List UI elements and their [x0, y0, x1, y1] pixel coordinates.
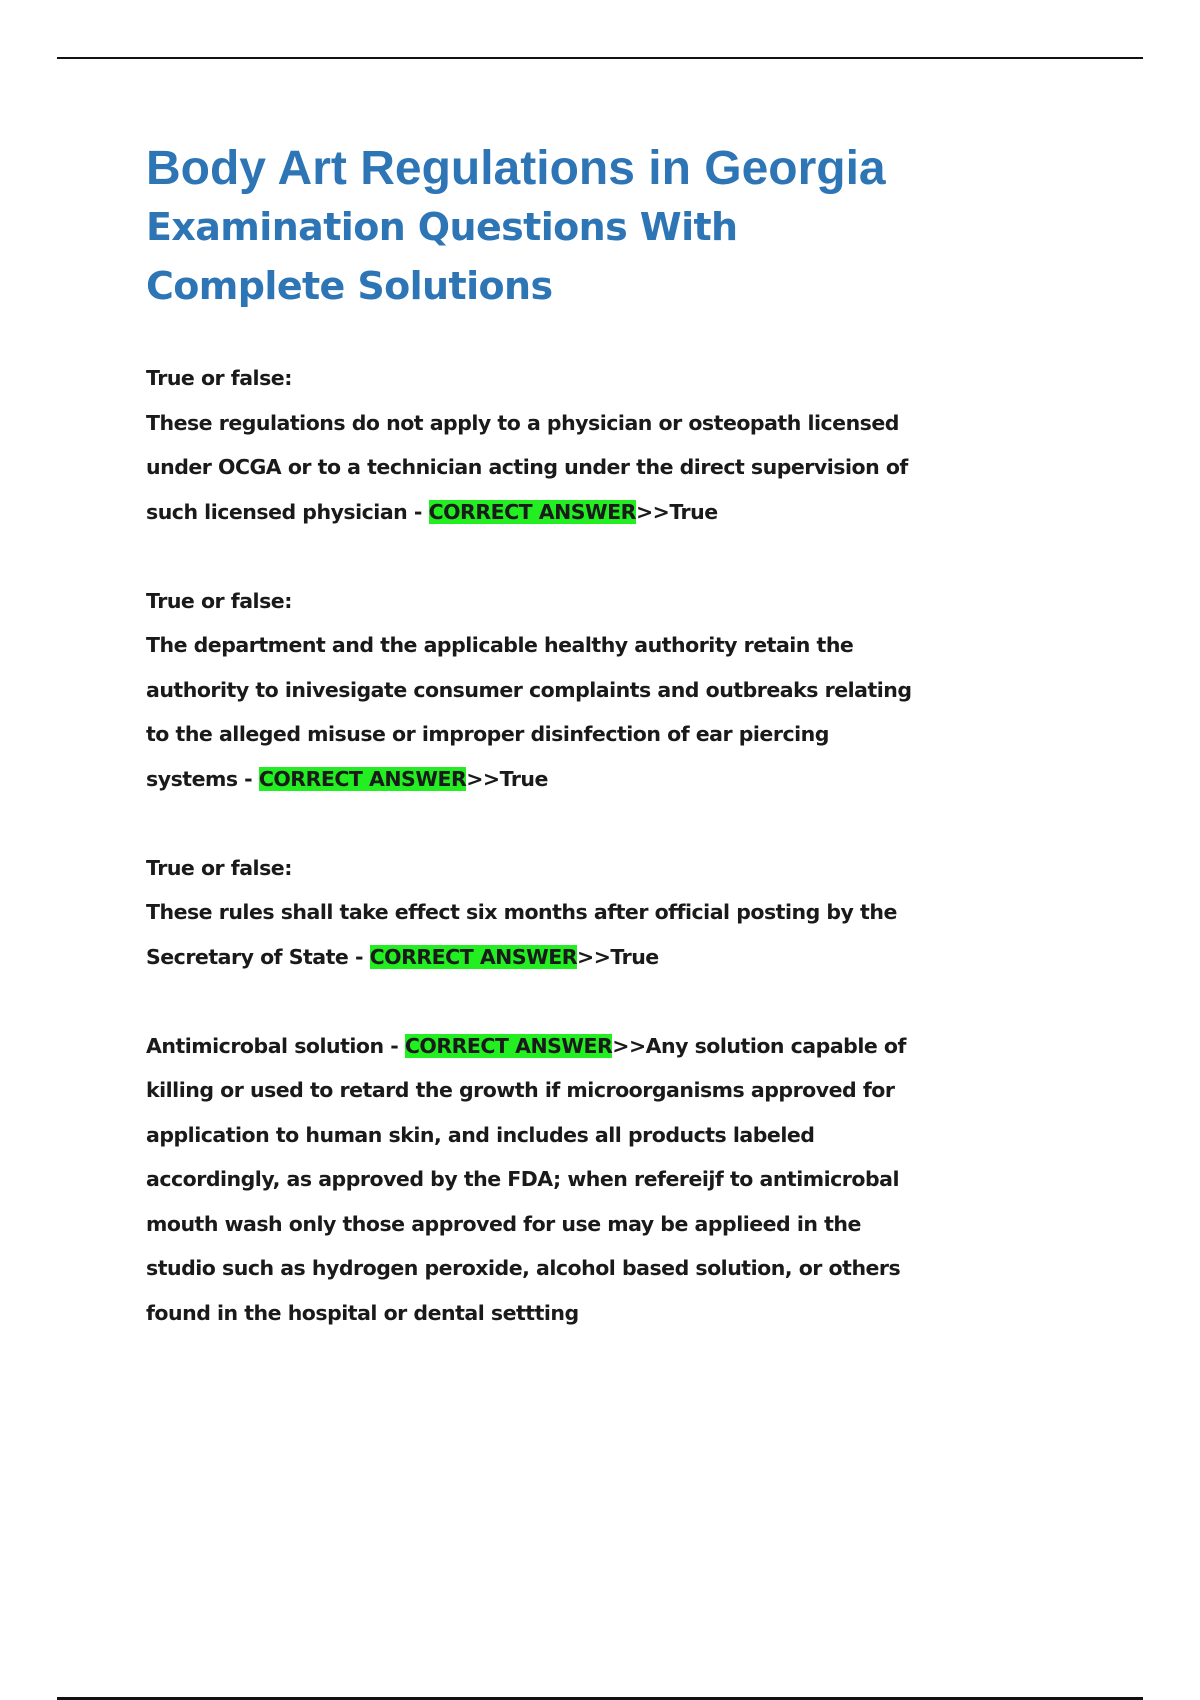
- correct-answer-marker: CORRECT ANSWER: [428, 499, 636, 524]
- question-item: [146, 356, 926, 534]
- question-text: These regulations do not apply to a physician or osteopath licensed under OCGA or to a technician acting under the direct supervision of such licensed physician -: [146, 410, 908, 524]
- definition-text-block: [146, 1024, 926, 1336]
- document-subtitle-line-2: Complete Solutions: [146, 264, 553, 308]
- question-prompt: True or false:: [146, 366, 292, 390]
- top-rule: [57, 57, 1143, 59]
- question-text-block: [146, 890, 926, 979]
- correct-answer-marker: CORRECT ANSWER: [404, 1033, 613, 1058]
- question-prompt: True or false:: [146, 855, 292, 880]
- question-item: [146, 579, 926, 802]
- document-title: Body Art Regulations in Georgia: [146, 142, 886, 195]
- question-text-block: [146, 623, 926, 801]
- question-text-block: [146, 401, 926, 535]
- answer-text: >>True: [577, 944, 659, 969]
- question-text: The department and the applicable healthy authority retain the authority to inivesigate consumer complaints and outbreaks relating to the alleged misuse or improper disinfection of ear piercing systems -: [146, 633, 912, 791]
- definition-text: >>Any solution capable of killing or used to retard the growth if microorganisms approved for application to human skin, and includes all products labeled accordingly, as approved by the FDA; when refereijf to antimicrobal mouth wash only those approved for use may be applieed in the studio such as hydrogen peroxide, alcohol based solution, or others found in the hospital or dental settting: [146, 1033, 906, 1325]
- question-text: These rules shall take effect six months after official posting by the Secretary of State -: [146, 900, 897, 969]
- correct-answer-marker: CORRECT ANSWER: [258, 766, 467, 791]
- document-subtitle-line-1: Examination Questions With: [146, 205, 738, 249]
- question-list: [146, 356, 926, 1335]
- question-prompt: True or false:: [146, 588, 292, 613]
- answer-text: >>True: [635, 499, 718, 524]
- answer-text: >>True: [466, 766, 548, 791]
- definition-term: Antimicrobal solution -: [146, 1033, 405, 1058]
- document-body: [146, 140, 926, 1380]
- question-item: [146, 846, 926, 980]
- correct-answer-marker: CORRECT ANSWER: [369, 944, 578, 969]
- definition-item: [146, 1024, 926, 1336]
